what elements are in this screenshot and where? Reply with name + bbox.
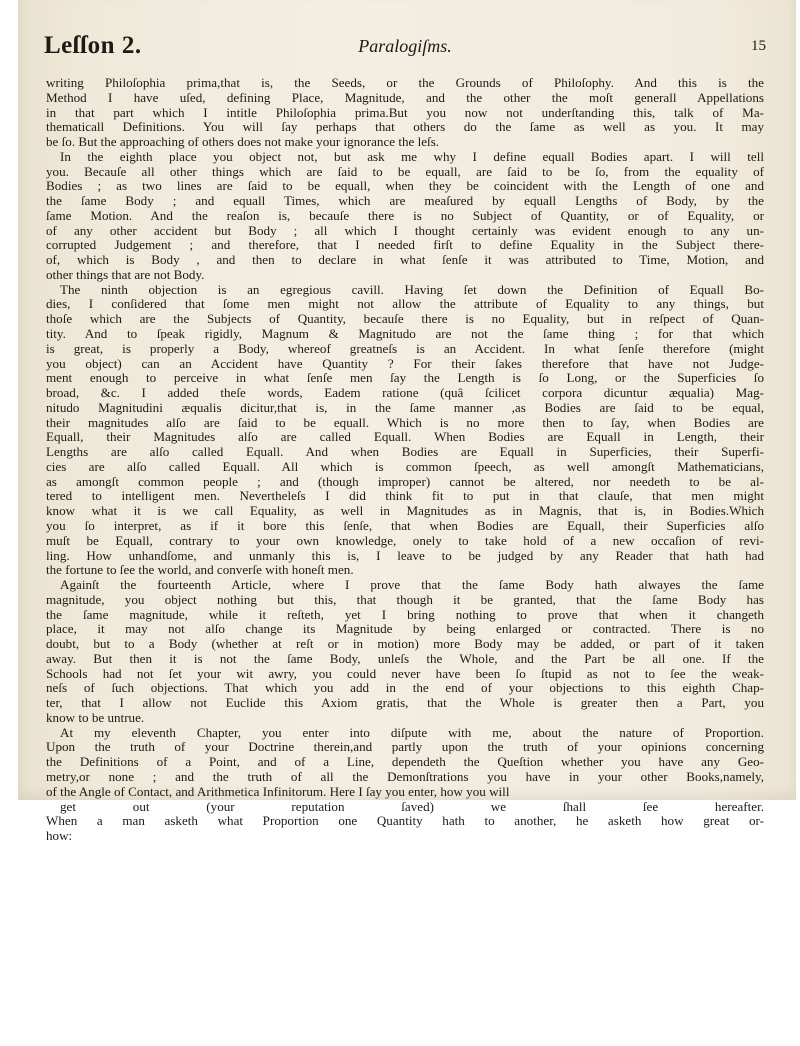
text-line: nitudo Magnitudini æqualis dicitur,that is, in the ſame manner ,as Bodies are ſaid to be equal,	[46, 400, 764, 415]
text-line: metry,or none ; and the truth of all the Demonſtrations you have in your other Books,namely,	[46, 769, 764, 784]
body-text	[46, 76, 764, 844]
text-line: muſt be Equall, contrary to your own knowledge, onely to take hold of a new occaſion of revi-	[46, 533, 764, 548]
running-header	[44, 32, 766, 62]
page-number: 15	[751, 38, 766, 54]
text-line: writing Philoſophia prima,that is, the Seeds, or the Grounds of Philoſophy. And this is the	[46, 76, 764, 90]
section-heading: Leſſon 2.	[44, 32, 142, 59]
text-line: ter, that I allow not Euclide this Axiom gratis, that the Whole is greater then a Part, you	[46, 696, 764, 711]
text-line: thematicall Definitions. You will ſay perhaps that others do the ſame as well as you. It may	[46, 120, 764, 135]
text-line: is great, is properly a Body, whereof greatneſs is an Accident. In what ſenſe therefore (might	[46, 341, 764, 356]
text-line: Equall, their Magnitudes alſo are called Equall. When Bodies are Equall in Length, their	[46, 430, 764, 445]
text-line: how:	[46, 829, 73, 844]
text-line: you. Becauſe all other things which are ſaid to be equall, are ſaid to be ſo, from the equality of	[46, 164, 764, 179]
text-line: the ſame magnitude, while it reſteth, yet I bring nothing to prove that when it changeth	[46, 607, 764, 622]
text-line: Method I have uſed, defining Place, Magnitude, and the other the moſt generall Appellations	[46, 90, 764, 105]
text-line: the ſame Body ; and equall Times, which are meaſured by equall Lengths of Body, by the	[46, 194, 764, 209]
text-line: Againſt the fourteenth Article, where I prove that the ſame Body hath alwayes the ſame	[60, 578, 764, 593]
text-line: dies, I conſidered that ſome men might not allow the attribute of Equality to any things, but	[46, 297, 764, 312]
text-line: corrupted Judgement ; and therefore, that I needed firſt to define Equality in the Subject there-	[46, 238, 764, 253]
text-line: Bodies ; as two lines are ſaid to be equall, when they be coincident with the Length of one and	[46, 179, 764, 194]
text-line: cies are alſo called Equall. All which is common ſpeech, as well amongſt Mathematicians,	[46, 459, 764, 474]
text-line: The ninth objection is an egregious cavill. Having ſet down the Definition of Equall Bo-	[60, 282, 764, 297]
text-line: At my eleventh Chapter, you enter into diſpute with me, about the nature of Proportion.	[60, 725, 764, 740]
text-line: ſame Motion. And the reaſon is, becauſe there is no Subject of Quantity, or of Equality, or	[46, 208, 764, 223]
text-line: magnitude, you object nothing but this, that though it be granted, that the ſame Body has	[46, 592, 764, 607]
text-line: tity. And to ſpeak rigidly, Magnum & Magnitudo are not the ſame thing ; for that which	[46, 327, 764, 342]
text-line: In the eighth place you object not, but ask me why I define equall Bodies apart. I will tell	[60, 149, 764, 164]
text-line: ling. How unhandſome, and unmanly this is, I leave to be judged by any Reader that hath had	[46, 548, 764, 563]
text-line: the Definitions of a Point, and of a Line, dependeth the Queſtion whether you have any Geo-	[46, 755, 764, 770]
text-line: other things that are not Body.	[46, 267, 205, 282]
text-line: broad, &c. I added theſe words, Eadem ratione (quâ ſcilicet corpora dicuntur æqualia) Mag-	[46, 386, 764, 401]
text-line: the fortune to ſee the world, and converſe with honeſt men.	[46, 563, 354, 578]
text-line: of the Angle of Contact, and Arithmetica Infinitorum. Here I ſay you enter, how you will	[46, 784, 510, 799]
text-line: ment enough to perceive in what ſenſe men ſay the Length is ſo Long, or the Superficies ſo	[46, 371, 764, 386]
text-line: get out (your reputation ſaved) we ſhall ſee hereafter.	[60, 799, 764, 814]
text-line: in that part which I intitle Philoſophia prima.But you now not underſtanding this, talk of Ma-	[46, 105, 764, 120]
text-line: of any other accident but Body ; all which I thought certainly was evident enough to any un-	[46, 223, 764, 238]
scanned-book-page	[18, 0, 796, 844]
text-line: When a man asketh what Proportion one Quantity hath to another, he asketh how great or-	[46, 814, 764, 829]
text-line: you ſo interpret, as if it bore this ſenſe, that when Bodies are Equall, their Superficies alſo	[46, 518, 764, 533]
text-line: Upon the truth of your Doctrine therein,and partly upon the truth of your opinions concerning	[46, 740, 764, 755]
text-line: know to be untrue.	[46, 710, 145, 725]
text-line: know what it is we call Equality, as well in Magnitudes as in Magnis, that is, in Bodies.Which	[46, 504, 764, 519]
text-line: tered to intelligent men. Nevertheleſs I did think fit to put in that clauſe, that men might	[46, 489, 764, 504]
text-line: of, which is Body , and then to declare in what ſenſe it was attributed to Time, Motion, and	[46, 253, 764, 268]
text-line: be ſo. But the approaching of others does not make your ignorance the leſs.	[46, 135, 440, 150]
text-line: their magnitudes alſo are ſaid to be equall. Which is no more then to ſay, when Bodies are	[46, 415, 764, 430]
running-title: Paralogiſms.	[358, 36, 452, 56]
text-line: as amongſt common people ; and (though improper) cannot be altered, nor needeth to be al-	[46, 474, 764, 489]
text-line: thoſe which are the Subjects of Quantity, becauſe there is no Equality, but in reſpect of Quan-	[46, 312, 764, 327]
text-line: Lengths are alſo called Equall. And when Bodies are Equall in Superficies, their Superfi-	[46, 445, 764, 460]
text-line: neſs of ſuch objections. That which you add in the end of your objections to this eighth Chap-	[46, 681, 764, 696]
text-line: Schools had not ſet your wit awry, you could never have been ſo ſtupid as not to ſee the weak-	[46, 666, 764, 681]
text-line: away. But then it is not the ſame Body, unleſs the Whole, and the Part be all one. If the	[46, 651, 764, 666]
text-line: place, it may not alſo change its Magnitude by being enlarged or contracted. There is no	[46, 622, 764, 637]
text-line: you object) can an Accident have Quantity ? For their ſakes therefore that have not Judge-	[46, 356, 764, 371]
text-line: doubt, but to a Body (whether at reſt or in motion) more Body may be added, or part of it taken	[46, 637, 764, 652]
